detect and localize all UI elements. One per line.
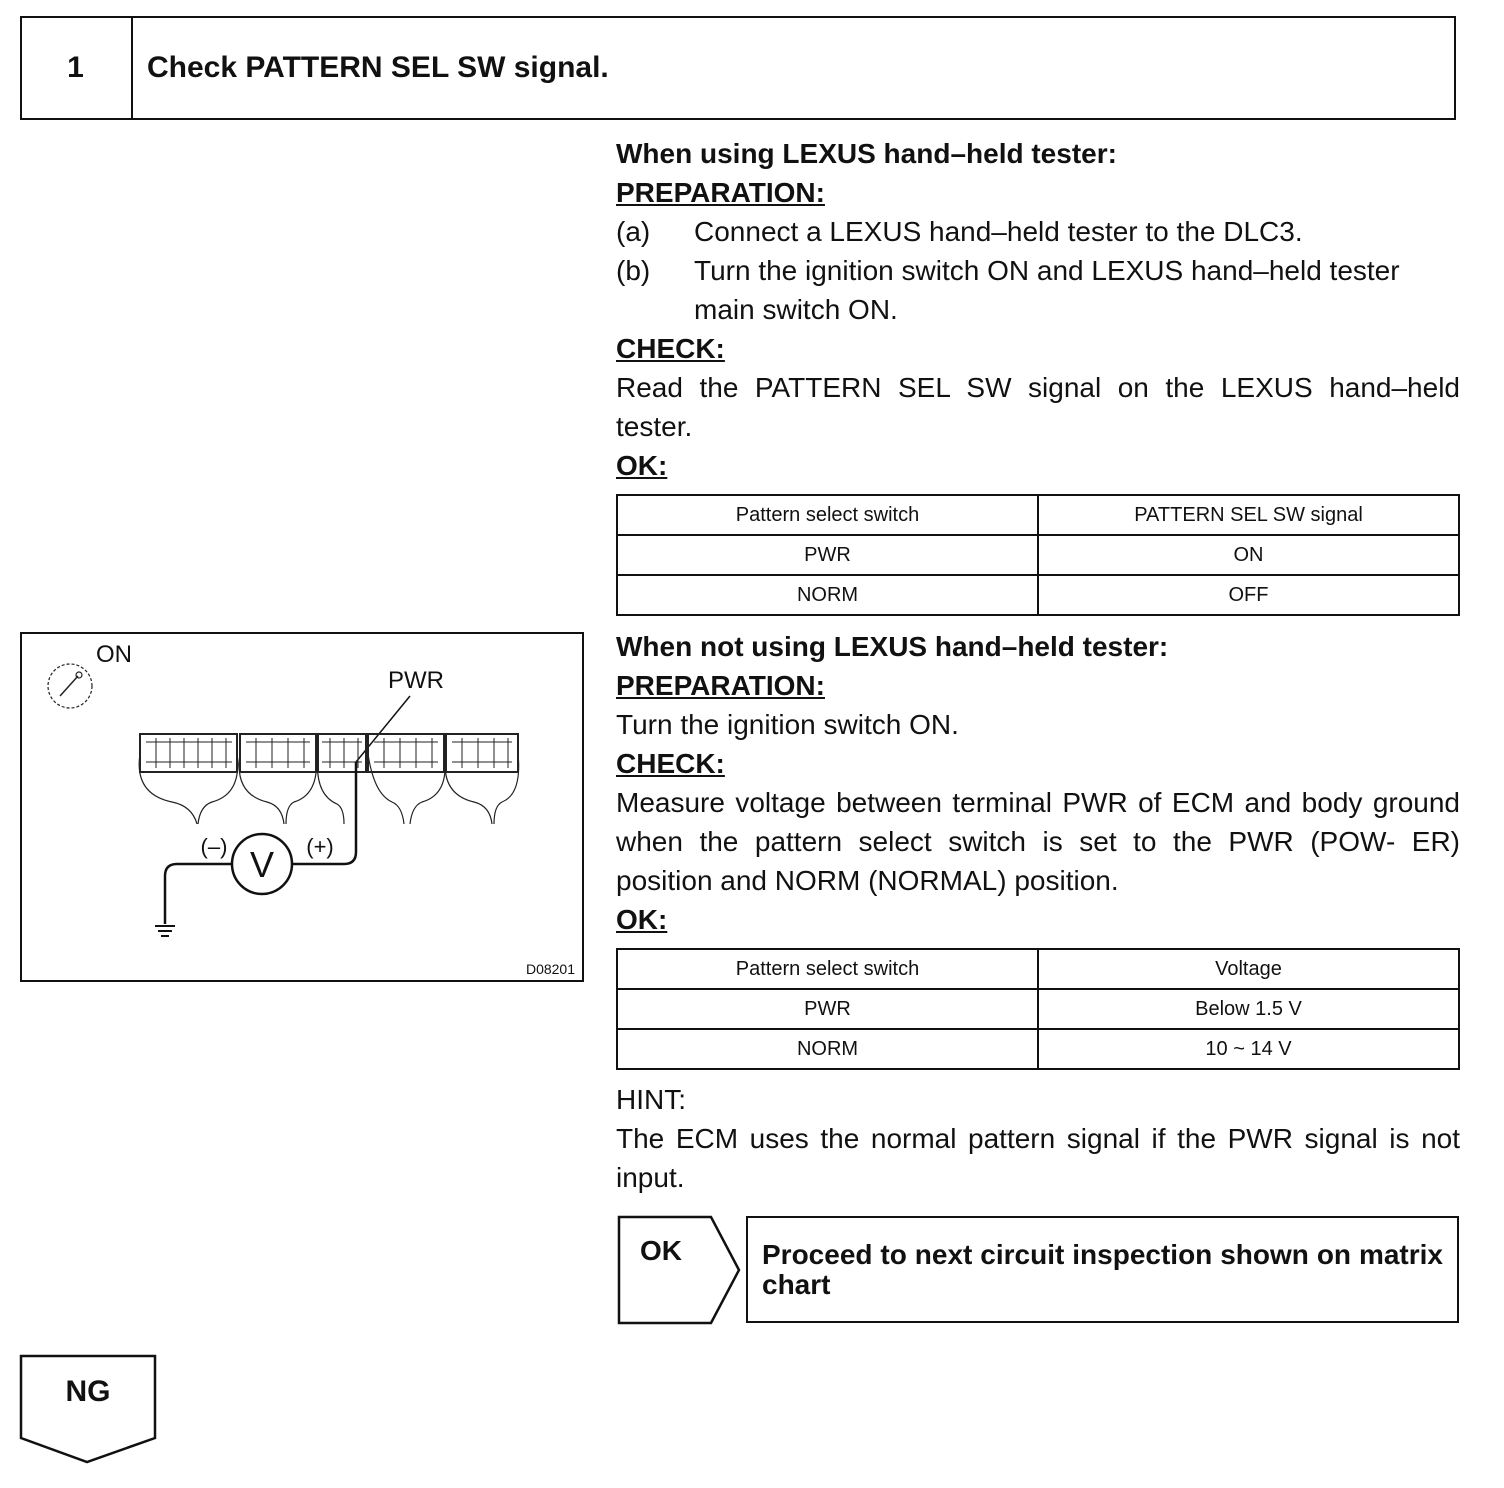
ok-label: OK bbox=[640, 1235, 682, 1266]
ok-arrow-box bbox=[617, 1215, 743, 1325]
item-text: Turn the ignition switch ON and LEXUS hand–held tester main switch ON. bbox=[694, 255, 1400, 325]
ecm-connectors bbox=[139, 734, 518, 824]
table-cell: PWR bbox=[617, 535, 1038, 575]
no-tester-preparation-text: Turn the ignition switch ON. bbox=[616, 709, 959, 740]
ok-result-box: Proceed to next circuit inspection shown on matrix chart bbox=[746, 1216, 1459, 1323]
ng-arrow-box bbox=[19, 1354, 159, 1466]
table-cell: Below 1.5 V bbox=[1038, 989, 1459, 1029]
tester-ok-label: OK: bbox=[616, 450, 668, 481]
positive-lead-label: (+) bbox=[306, 834, 334, 859]
table-row bbox=[617, 1029, 1459, 1069]
ground-icon bbox=[155, 926, 175, 936]
table-cell: OFF bbox=[1038, 575, 1459, 615]
step-title: Check PATTERN SEL SW signal. bbox=[147, 51, 609, 84]
table-cell: ON bbox=[1038, 535, 1459, 575]
tester-preparation-label: PREPARATION: bbox=[616, 177, 825, 208]
table-cell: 10 ~ 14 V bbox=[1038, 1029, 1459, 1069]
tester-heading: When using LEXUS hand–held tester: bbox=[616, 138, 1117, 169]
figure-code: D08201 bbox=[525, 961, 575, 977]
ignition-key-icon bbox=[48, 664, 92, 708]
ng-label: NG bbox=[65, 1375, 111, 1408]
table-row bbox=[617, 989, 1459, 1029]
no-tester-preparation-label: PREPARATION: bbox=[616, 670, 825, 701]
diagram-graphic bbox=[22, 634, 582, 980]
no-tester-ok-label: OK: bbox=[616, 904, 668, 935]
pwr-terminal-label: PWR bbox=[388, 667, 444, 694]
step-number: 1 bbox=[20, 16, 133, 120]
tester-check-label: CHECK: bbox=[616, 333, 725, 364]
item-text: Connect a LEXUS hand–held tester to the DLC3. bbox=[694, 216, 1303, 247]
list-item bbox=[616, 212, 1460, 251]
list-item bbox=[616, 251, 1460, 329]
tester-ok-table bbox=[616, 494, 1460, 616]
table-header-row bbox=[617, 949, 1459, 989]
ignition-on-label: ON bbox=[96, 641, 132, 668]
hint-label: HINT: bbox=[616, 1084, 686, 1115]
table-row bbox=[617, 535, 1459, 575]
tester-check-text: Read the PATTERN SEL SW signal on the LEXUS hand–held tester. bbox=[616, 372, 1460, 442]
table-cell: NORM bbox=[617, 575, 1038, 615]
ecm-voltage-diagram bbox=[20, 632, 584, 982]
negative-lead-label: (–) bbox=[200, 834, 228, 859]
hint-section bbox=[616, 1080, 1460, 1197]
hint-text: The ECM uses the normal pattern signal if the PWR signal is not input. bbox=[616, 1123, 1460, 1193]
table-header-row bbox=[617, 495, 1459, 535]
table-header-cell: Pattern select switch bbox=[617, 949, 1038, 989]
voltmeter-label: V bbox=[249, 844, 275, 885]
no-tester-section bbox=[616, 627, 1460, 939]
table-cell: PWR bbox=[617, 989, 1038, 1029]
tester-section bbox=[616, 134, 1460, 485]
table-row bbox=[617, 575, 1459, 615]
table-header-cell: Voltage bbox=[1038, 949, 1459, 989]
no-tester-check-label: CHECK: bbox=[616, 748, 725, 779]
no-tester-heading: When not using LEXUS hand–held tester: bbox=[616, 631, 1169, 662]
no-tester-ok-table bbox=[616, 948, 1460, 1070]
no-tester-check-text: Measure voltage between terminal PWR of ECM and body ground when the pattern select switch is set to the PWR (POW- ER) position and NORM (NORMAL) position. bbox=[616, 787, 1460, 896]
table-cell: NORM bbox=[617, 1029, 1038, 1069]
leader-line bbox=[356, 696, 410, 762]
table-header-cell: Pattern select switch bbox=[617, 495, 1038, 535]
table-header-cell: PATTERN SEL SW signal bbox=[1038, 495, 1459, 535]
item-label: (b) bbox=[616, 255, 651, 286]
item-label: (a) bbox=[616, 216, 651, 247]
